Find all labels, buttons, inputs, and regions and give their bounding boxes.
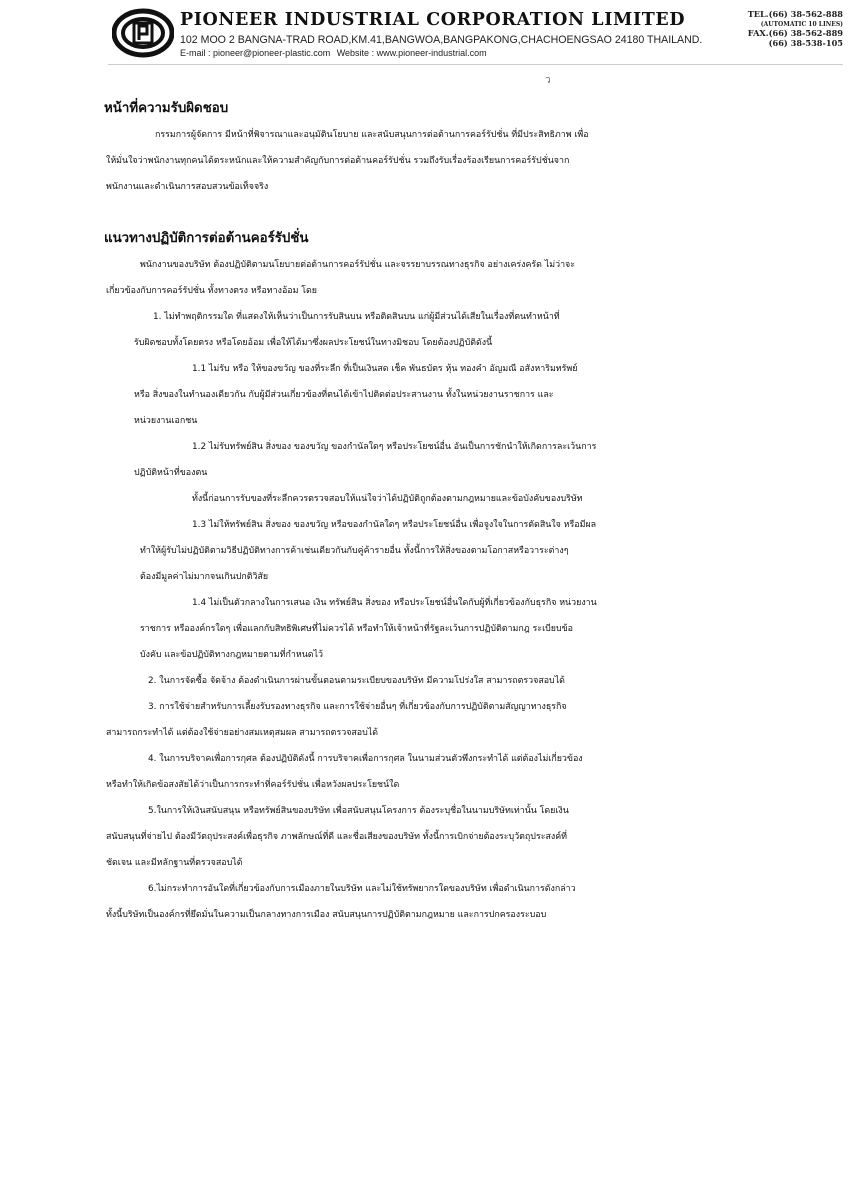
paragraph-line: พนักงานและดำเนินการสอบสวนข้อเท็จจริง [106,182,269,192]
paragraph-line: หน่วยงานเอกชน [134,416,198,426]
tel-text: TEL.(66) 38-562-888 [747,9,843,19]
paragraph-line: ทั้งนี้บริษัทเป็นองค์กรที่ยึดมั่นในความเป็นกลางทางการเมือง สนับสนุนการปฏิบัติตามกฎหมาย และการปกครองระบอบ [106,910,547,920]
paragraph-line: ชัดเจน และมีหลักฐานที่ตรวจสอบได้ [106,858,243,868]
stray-mark: ว [545,75,551,86]
company-contact [180,48,491,58]
guidelines-heading: แนวทางปฏิบัติการต่อต้านคอร์รัปชั่น [104,231,309,246]
company-address: 102 MOO 2 BANGNA-TRAD ROAD,KM.41,BANGWOA,BANGPAKONG,CHACHOENGSAO 24180 THAILAND. [180,34,703,46]
paragraph-line: ทั้งนี้ก่อนการรับของที่ระลึกควรตรวจสอบให้แน่ใจว่าได้ปฏิบัติถูกต้องตามกฎหมายและข้อบังคับของบริษัท [192,494,583,504]
list-item-4: 4. ในการบริจาคเพื่อการกุศล ต้องปฏิบัติดังนี้ การบริจาคเพื่อการกุศล ในนามส่วนตัวพึงกระทำได้ แต่ต้องไม่เกี่ยวข้อง [148,754,583,764]
paragraph-line: สนับสนุนที่จ่ายไป ต้องมีวัตถุประสงค์เพื่อธุรกิจ ภาพลักษณ์ที่ดี และชื่อเสียงของบริษัท ทั้งนี้การเบิกจ่ายต้องระบุวัตถุประสงค์ที่ [106,832,568,842]
fax2-text: (66) 38-538-105 [768,37,843,48]
paragraph-line: พนักงานของบริษัท ต้องปฏิบัติตามนโยบายต่อต้านการคอร์รัปชั่น และจรรยาบรรณทางธุรกิจ อย่างเคร่งครัด ไม่ว่าจะ [140,260,576,270]
list-item-1-4: 1.4 ไม่เป็นตัวกลางในการเสนอ เงิน ทรัพย์สิน สิ่งของ หรือประโยชน์อื่นใดกับผู้ที่เกี่ยวข้องกับธุรกิจ หน่วยงาน [192,598,597,608]
header-divider [108,64,843,65]
list-item-1-2: 1.2 ไม่รับทรัพย์สิน สิ่งของ ของขวัญ ของกำนัลใดๆ หรือประโยชน์อื่น อันเป็นการชักนำให้เกิดการละเว้นการ [192,442,597,452]
list-item-6: 6.ไม่กระทำการอันใดที่เกี่ยวข้องกับการเมืองภายในบริษัท และไม่ใช้ทรัพยากรใดของบริษัท เพื่อดำเนินการดังกล่าว [148,884,576,894]
email-text: E-mail : pioneer@pioneer-plastic.com [180,48,331,58]
fax-text: FAX.(66) 38-562-889 [747,28,843,39]
list-item-3: 3. การใช้จ่ายสำหรับการเลี้ยงรับรองทางธุรกิจ และการใช้จ่ายอื่นๆ ที่เกี่ยวข้องกับการปฏิบัติตามสัญญาทางธุรกิจ [148,702,567,712]
paragraph-line: ต้องมีมูลค่าไม่มากจนเกินปกติวิสัย [140,572,269,582]
paragraph-line: กรรมการผู้จัดการ มีหน้าที่พิจารณาและอนุมัตินโยบาย และสนับสนุนการต่อต้านการคอร์รัปชั่น ที่มีประสิทธิภาพ เพื่อ [155,130,589,140]
list-item-5: 5.ในการให้เงินสนับสนุน หรือทรัพย์สินของบริษัท เพื่อสนับสนุนโครงการ ต้องระบุชื่อในนามบริษัทเท่านั้น โดยเงิน [148,806,569,816]
responsibility-heading: หน้าที่ความรับผิดชอบ [104,101,229,116]
paragraph-line: ให้มั่นใจว่าพนักงานทุกคนได้ตระหนักและให้ความสำคัญกับการต่อต้านคอร์รัปชั่น รวมถึงรับเรื่องร้องเรียนการคอร์รัปชั่นจาก [106,156,570,166]
paragraph-line: ปฏิบัติหน้าที่ของตน [134,468,208,478]
list-item-1-1: 1.1 ไม่รับ หรือ ให้ของขวัญ ของที่ระลึก ที่เป็นเงินสด เช็ค พันธบัตร หุ้น ทองคำ อัญมณี อสังหาริมทรัพย์ [192,364,578,374]
letterhead [108,6,843,62]
paragraph-line: เกี่ยวข้องกับการคอร์รัปชั่น ทั้งทางตรง หรือทางอ้อม โดย [106,286,318,296]
paragraph-line: ราชการ หรือองค์กรใดๆ เพื่อแลกกับสิทธิพิเศษที่ไม่ควรได้ หรือทำให้เจ้าหน้าที่รัฐละเว้นการปฏิบัติตามกฎ ระเบียบข้อ [140,624,573,634]
paragraph-line: หรือ สิ่งของในทำนองเดียวกัน กับผู้มีส่วนเกี่ยวข้องที่ตนได้เข้าไปติดต่อประสานงาน ทั้งในหน่วยงานราชการ และ [134,390,554,400]
phone-block [748,10,843,48]
tel-note: (AUTOMATIC 10 LINES) [760,20,843,28]
paragraph-line: ทำให้ผู้รับไม่ปฏิบัติตามวิธีปฏิบัติทางการค้าเช่นเดียวกันกับคู่ค้ารายอื่น ทั้งนี้การให้สิ่งของตามโอกาสหรือวาระต่างๆ [140,546,569,556]
company-logo-icon [112,8,174,58]
list-item-2: 2. ในการจัดซื้อ จัดจ้าง ต้องดำเนินการผ่านขั้นตอนตามระเบียบของบริษัท มีความโปร่งใส สามารถตรวจสอบได้ [148,676,565,686]
paragraph-line: บังคับ และข้อปฏิบัติทางกฎหมายตามที่กำหนดไว้ [140,650,323,660]
paragraph-line: รับผิดชอบทั้งโดยตรง หรือโดยอ้อม เพื่อให้ได้มาซึ่งผลประโยชน์ในทางมิชอบ โดยต้องปฏิบัติดังนี้ [134,338,493,348]
list-item-1-3: 1.3 ไม่ให้ทรัพย์สิน สิ่งของ ของขวัญ หรือของกำนัลใดๆ หรือประโยชน์อื่น เพื่อจูงใจในการตัดสินใจ หรือมีผล [192,520,597,530]
document-body [100,96,850,928]
section-gap [100,200,850,226]
company-name: PIONEER INDUSTRIAL CORPORATION LIMITED [180,10,686,30]
website-text: Website : www.pioneer-industrial.com [336,48,487,58]
paragraph-line: สามารถกระทำได้ แต่ต้องใช้จ่ายอย่างสมเหตุสมผล สามารถตรวจสอบได้ [106,728,379,738]
list-item-1: 1. ไม่ทำพฤติกรรมใด ที่แสดงให้เห็นว่าเป็นการรับสินบน หรือติดสินบน แก่ผู้มีส่วนได้เสียในเรื่องที่ตนทำหน้าที่ [153,312,560,322]
paragraph-line: หรือทำให้เกิดข้อสงสัยได้ว่าเป็นการกระทำที่คอร์รัปชั่น เพื่อหวังผลประโยชน์ใด [106,780,400,790]
